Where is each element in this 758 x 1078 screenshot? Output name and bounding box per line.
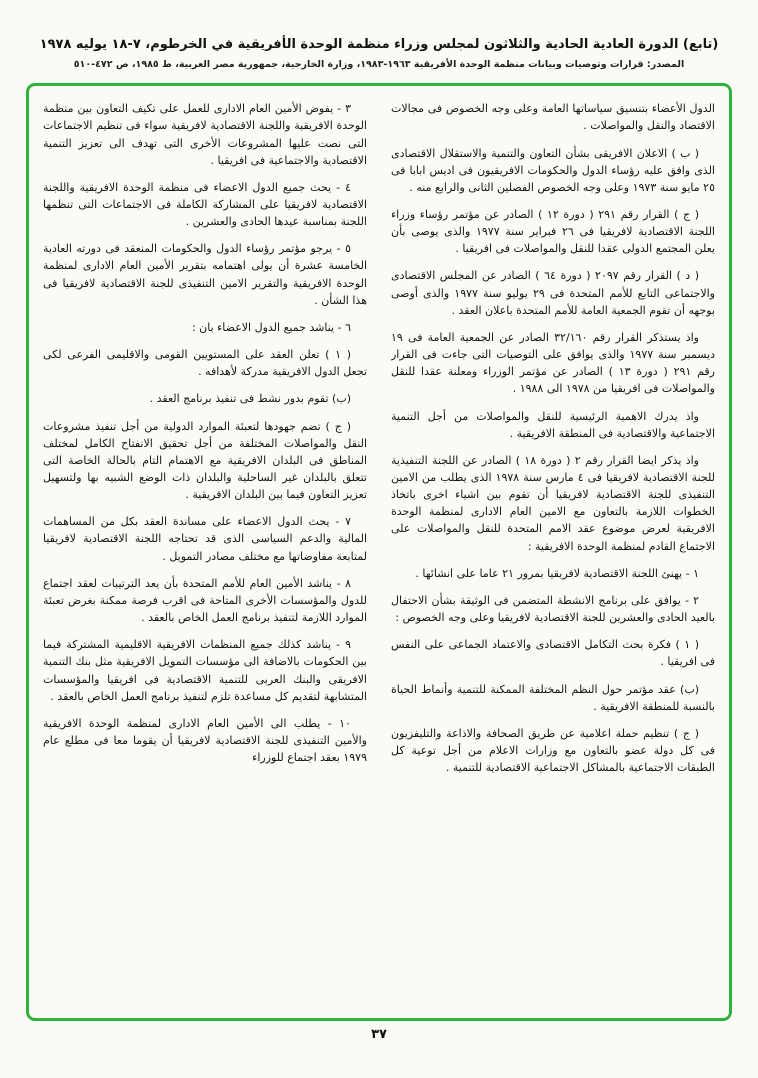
paragraph: ١٠ - يطلب الى الأمين العام الادارى لمنظمة الوحدة الافريقية والأمين التنفيذى للجنة الاقتصادية لافريقيا أن يقوما معا فى مطلع عام ١٩٧٩ بعقد اجتماع للوزراء	[43, 716, 367, 765]
paragraph: ( ج ) تنظيم حملة اعلامية عن طريق الصحافة والاذاعة والتليفزيون فى كل دولة عضو بالتعاون مع وزارات الاعلام من أجل توعية كل الطبقات الاجتماعية بالمشاكل الاجتماعية الاقتصادية للتنمية .	[391, 726, 715, 775]
paragraph: واذ يدرك الاهمية الرئيسية للنقل والمواصلات من أجل التنمية الاجتماعية والاقتصادية فى المنطقة الافريقية .	[391, 409, 715, 440]
paragraph: ٢ - يوافق على برنامج الانشطة المتضمن فى الوثيقة بشأن الاحتفال بالعيد الحادى والعشرين للجنة الاقتصادية لافريقيا وعلى وجه الخصوص :	[391, 593, 715, 625]
paragraph: ٦ - يناشد جميع الدول الاعضاء بان :	[191, 320, 351, 334]
paragraph: الدول الأعضاء بتنسيق سياساتها العامة وعلى وجه الخصوص فى مجالات الاقتصاد والنقل والمواصلات .	[391, 102, 715, 133]
paragraph: ٤ - يحث جميع الدول الاعضاء فى منظمة الوحدة الافريقية واللجنة الاقتصادية لافريقيا على المشاركة الكاملة فى الاجتماعات التى تنظمها اللجنة بمناسبة عيدها الحادى والعشرين .	[43, 180, 367, 229]
paragraph: ٨ - يناشد الأمين العام للأمم المتحدة بأن يعد الترتيبات لعقد اجتماع للدول والمؤسسات الأخرى المتاحة فى اقرب فرصة ممكنة بغرض تعبئة الموارد اللازمة لتنفيذ برنامج العمل الخاص بالعقد .	[43, 576, 367, 625]
paragraph: (ب) عقد مؤتمر حول النظم المختلفة الممكنة للتنمية وأنماط الحياة بالنسبة للمنطقة الافريقية .	[391, 682, 715, 713]
page-number: ٣٧	[371, 1027, 387, 1043]
paragraph: واذ يذكر ايضا القرار رقم ٢ ( دورة ١٨ ) الصادر عن اللجنة التنفيذية للجنة الاقتصادية لافريقيا فى ٤ مارس سنة ١٩٧٨ الذى يطلب من الامين التنفيذى للجنة الاقتصادية لافريقيا أن تقوم بين اشياء اخرى باتخاذ الخطوات اللازمة بالتعاون مع الامين العام الادارى لمنظمة الوحدة الافريقية لعرض موضوع عقد الامم المتحدة للنقل والمواصلات على الاجتماع القادم لمنظمة الوحدة الافريقية :	[391, 453, 715, 553]
source-line: المصدر: قرارات وتوصيات وبيانات منظمة الوحدة الأفريقية ١٩٦٣-١٩٨٣، وزارة الخارجية، جمهورية مصر العربية، ط ١٩٨٥، ص ٤٧٢-٥١٠	[73, 59, 685, 71]
paragraph: واذ يستذكر القرار رقم ٣٢/١٦٠ الصادر عن الجمعية العامة فى ١٩ ديسمبر سنة ١٩٧٧ والذى يوافق على التوصيات التى جاءت فى القرار رقم ٢٩١ ( دورة ١٣ ) الصادر عن مؤتمر الوزراء ومعلنة عقدا للنقل والمواصلات فى افريقيا من ١٩٧٨ الى ١٩٨٨ .	[391, 330, 715, 396]
paragraph: ( د ) القرار رقم ٢٠٩٧ ( دورة ٦٤ ) الصادر عن المجلس الاقتصادى والاجتماعى التابع للأمم المتحدة فى ٢٩ يوليو سنة ١٩٧٧ والذى أوصى بوجهه أن تقوم الجمعية العامة للأمم المتحدة باعلان العقد .	[391, 269, 715, 317]
paragraph: ( ١ ) تعلن العقد على المستويين القومى والاقليمى الفرعى لكى تجعل الدول الافريقية مدركة لأهدافه .	[43, 348, 367, 379]
two-column-layout	[43, 100, 715, 1008]
paragraph: ( ب ) الاعلان الافريقى بشأن التعاون والتنمية والاستقلال الاقتصادى الذى وافق عليه رؤساء الدول والحكومات الافريقيون فى اديس ابابا فى ٢٥ مايو سنة ١٩٧٣ وعلى وجه الخصوص الفصلين الثانى والرابع منه .	[391, 146, 715, 194]
paragraph: ( ج ) تضم جهودها لتعبئة الموارد الدولية من أجل تنفيذ مشروعات النقل والمواصلات المختلفة من أجل تحقيق الانفتاح الكامل لمختلف المناطق فى البلدان الافريقية مع الاهتمام التام بالحالة الخاصة التى تتعلق بالبلدان غير الساحلية والبلدان ذات الوضع الشبيه بها ولتسهيل تعزيز التعاون فيما بين البلدان الافريقية .	[43, 419, 367, 502]
right-column	[391, 100, 715, 1008]
content-frame	[26, 83, 732, 1021]
left-column	[43, 100, 367, 1008]
paragraph: ٣ - يفوض الأمين العام الادارى للعمل على تكيف التعاون بين منظمة الوحدة الافريقية واللجنة الاقتصادية لافريقية سواء فى تنظيم الاجتماعات التى نصت عليها المشروعات الأخرى التى تهدف الى تعزيز التنمية الاقتصادية والاجتماعية فى افريقيا .	[43, 102, 367, 167]
paragraph: ( ج ) القرار رقم ٢٩١ ( دورة ١٢ ) الصادر عن مؤتمر رؤساء وزراء اللجنة الاقتصادية لافريقيا فى ٢٦ فبراير سنة ١٩٧٧ والذى يوصى بأن يعلن المجتمع الدولى عقدا للنقل والمواصلات فى افريقيا .	[391, 207, 715, 256]
paragraph: ٥ - يرجو مؤتمر رؤساء الدول والحكومات المنعقد فى دورته العادية الخامسة عشرة أن يولى اهتمامه بتقرير الأمين العام الادارى لمنظمة الوحدة الافريقية والتقرير الامين التنفيذى للجنة الاقتصادية لافريقيا فى هذا الشأن .	[43, 242, 367, 307]
paragraph: ٧ - يحث الدول الاعضاء على مساندة العقد بكل من المساهمات المالية والدعم السياسى الذى قد تحتاجه اللجنة الاقتصادية لافريقيا لمتابعة مفاوضاتها مع مختلف مصادر التمويل .	[43, 515, 367, 563]
document-header	[0, 0, 758, 70]
paragraph: (ب) تقوم بدور نشط فى تنفيذ برنامج العقد .	[149, 392, 351, 406]
document-title: (تابع) الدورة العادية الحادية والثلاثون لمجلس وزراء منظمة الوحدة الأفريقية في الخرطوم، ٧-١٨ يوليه ١٩٧٨	[39, 37, 719, 52]
paragraph: ١ - يهنئ اللجنة الاقتصادية لافريقيا بمرور ٢١ عاما على انشائها .	[415, 566, 699, 580]
paragraph: ( ١ ) فكرة بحث التكامل الاقتصادى والاعتماد الجماعى على النفس فى افريقيا .	[391, 638, 715, 669]
paragraph: ٩ - يناشد كذلك جميع المنظمات الافريقية الاقليمية المشتركة فيما بين الحكومات بالاضافة الى مؤسسات التمويل الافريقية مثل بنك التنمية الافريقى والبنك العربى للتنمية الاقتصادية فى افريقيا والمؤسسات المتشابهة لتقديم كل مساعدة تلزم لتنفيذ برنامج العمل الخاص بالعقد .	[43, 638, 367, 703]
